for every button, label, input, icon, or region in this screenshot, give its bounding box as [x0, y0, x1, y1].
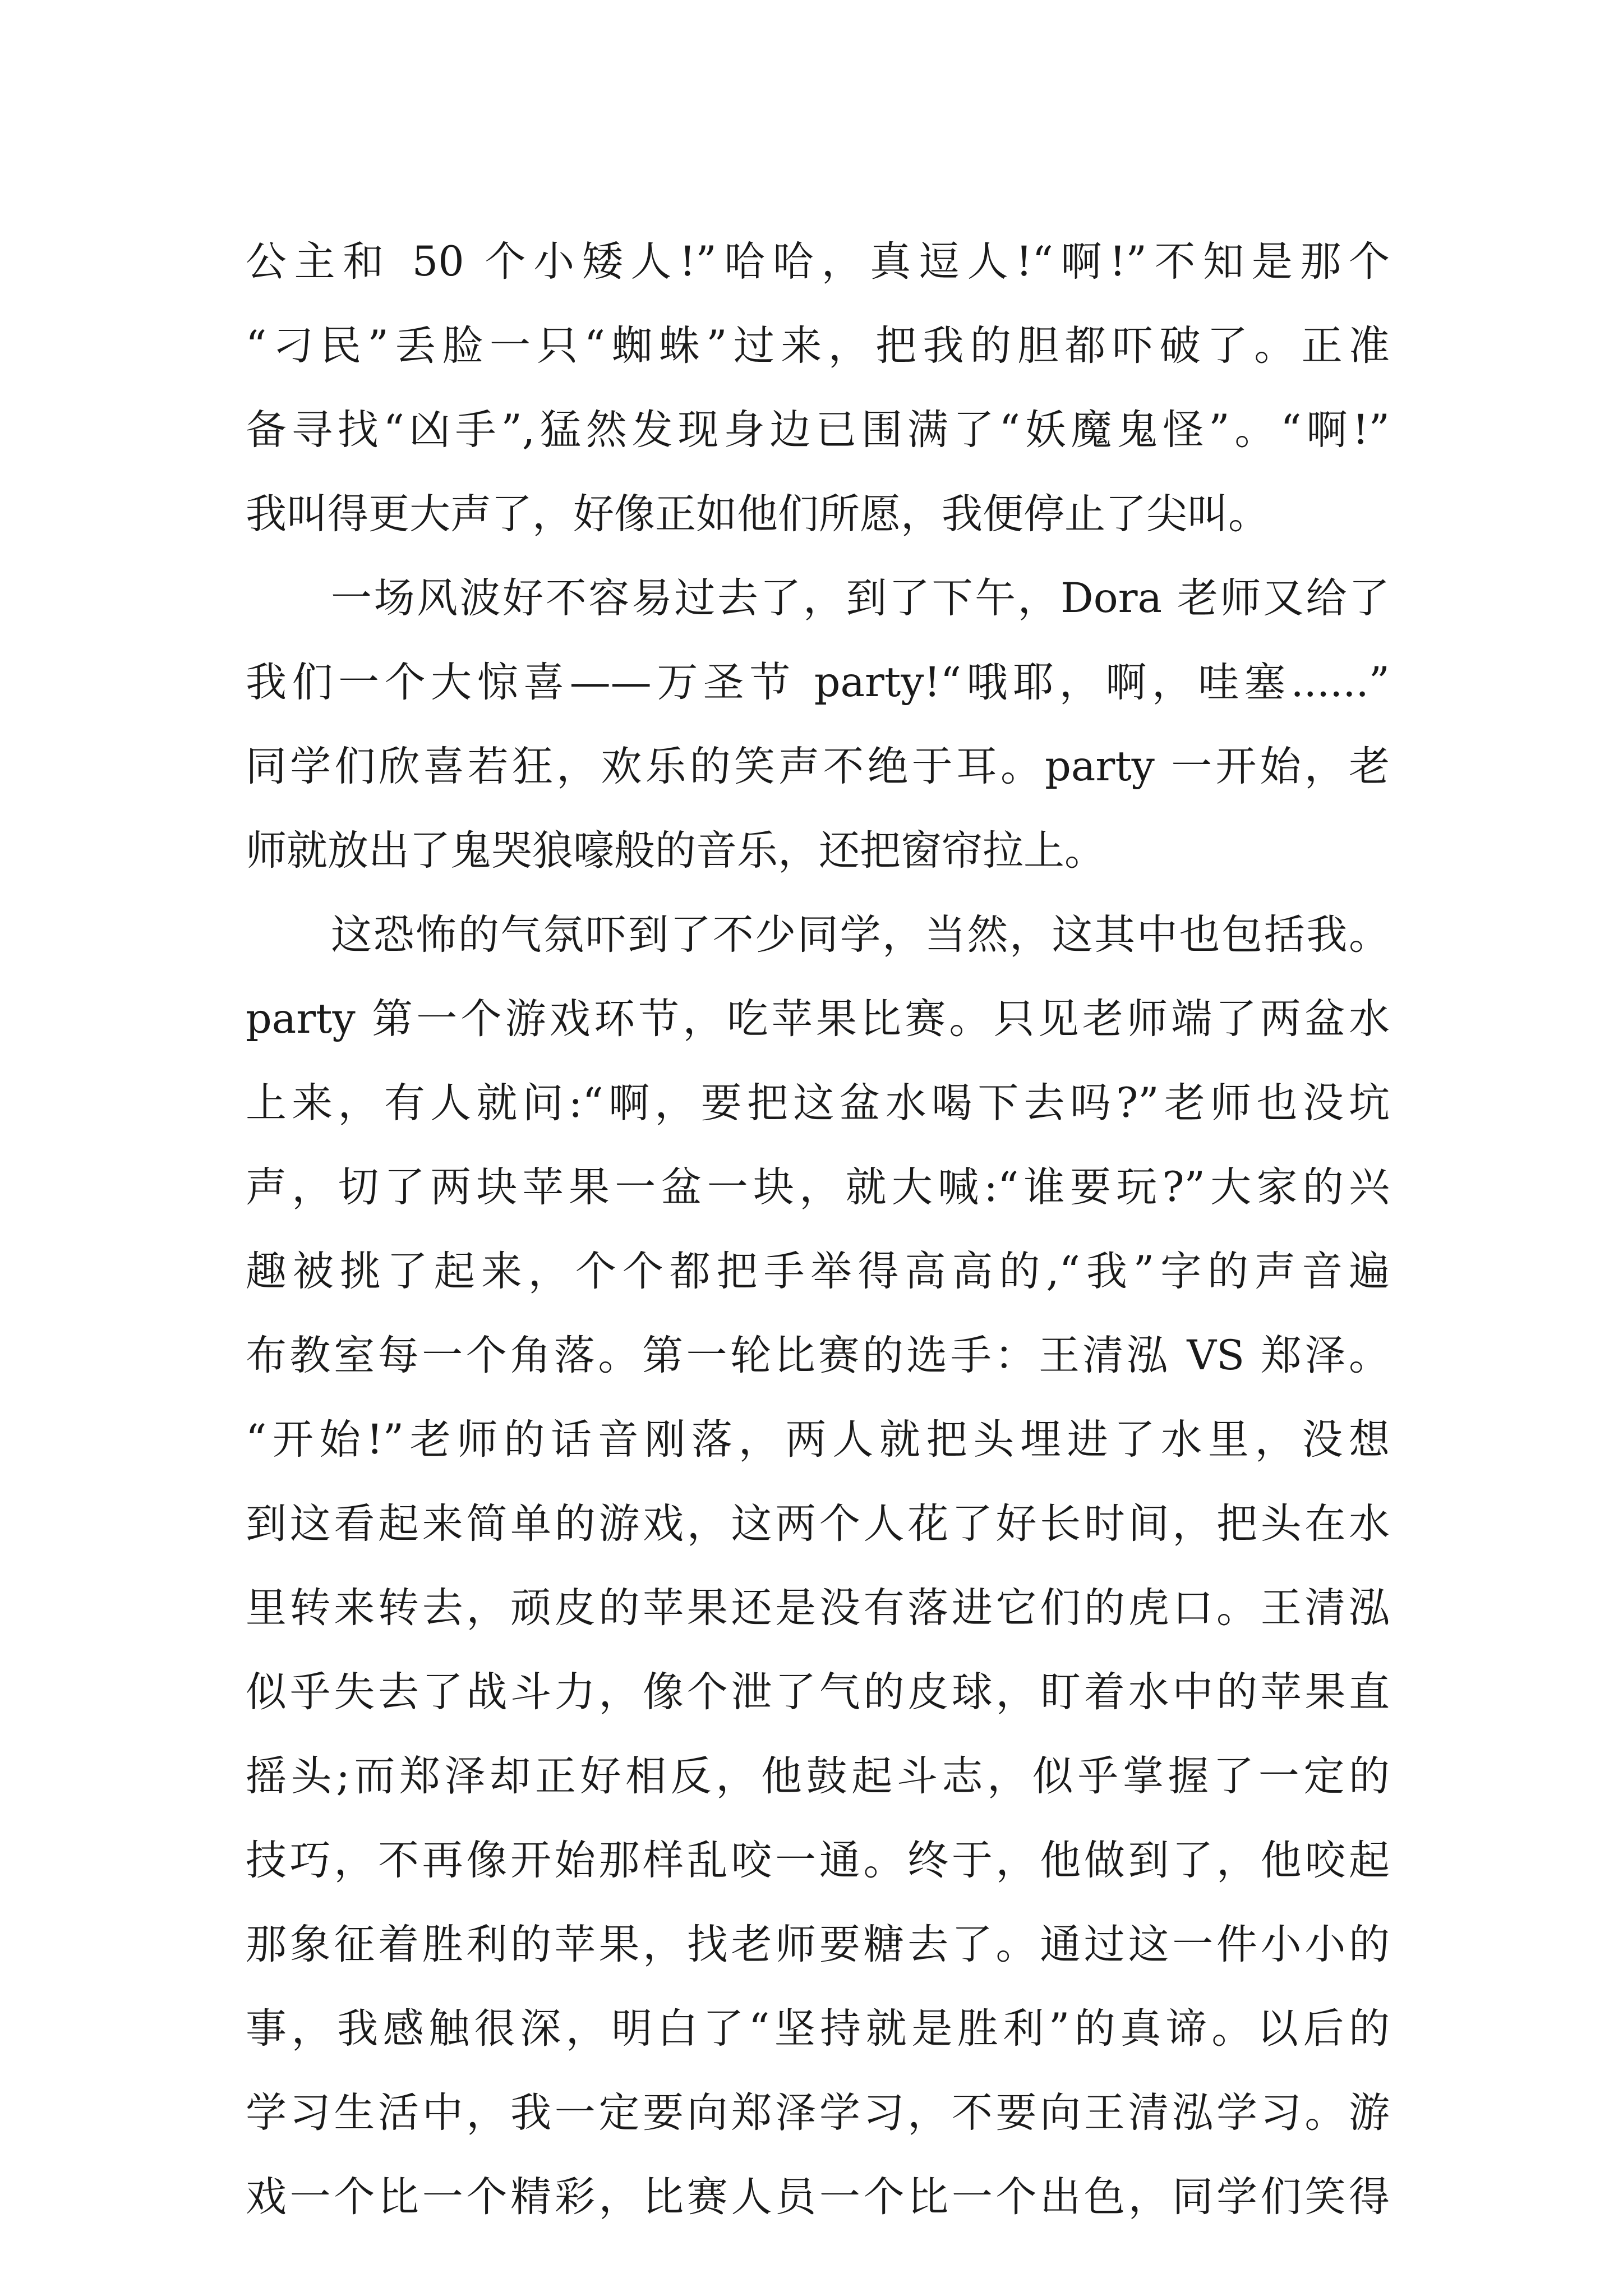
text-line: 趣被挑了起来，个个都把手举得高高的,“我”字的声音遍 — [246, 1248, 1390, 1295]
text-line: 师就放出了鬼哭狼嚎般的音乐，还把窗帘拉上。 — [246, 827, 1105, 875]
text-line: 我们一个大惊喜——万圣节 party!“哦耶，啊，哇塞......” — [246, 659, 1390, 706]
text-line: 到这看起来简单的游戏，这两个人花了好长时间，把头在水 — [246, 1500, 1390, 1548]
text-line: 公主和 50 个小矮人!”哈哈，真逗人!“啊!”不知是那个 — [246, 238, 1390, 286]
essay-body — [246, 220, 1390, 2239]
text-line: 一场风波好不容易过去了，到了下午，Dora 老师又给了 — [331, 574, 1390, 622]
text-line: 似乎失去了战斗力，像个泄了气的皮球，盯着水中的苹果直 — [246, 1668, 1390, 1716]
text-line: 上来，有人就问:“啊，要把这盆水喝下去吗?”老师也没坑 — [246, 1079, 1390, 1127]
text-line: 学习生活中，我一定要向郑泽学习，不要向王清泓学习。游 — [246, 2089, 1390, 2137]
text-line: 备寻找“凶手”,猛然发现身边已围满了“妖魔鬼怪”。“啊!” — [246, 406, 1390, 454]
text-line: “开始!”老师的话音刚落，两人就把头埋进了水里，没想 — [246, 1416, 1390, 1464]
text-line: 布教室每一个角落。第一轮比赛的选手：王清泓 VS 郑泽。 — [246, 1332, 1390, 1379]
text-line: party 第一个游戏环节，吃苹果比赛。只见老师端了两盆水 — [246, 995, 1390, 1043]
text-line: 戏一个比一个精彩，比赛人员一个比一个出色，同学们笑得 — [246, 2173, 1390, 2221]
text-line: 摇头;而郑泽却正好相反，他鼓起斗志，似乎掌握了一定的 — [246, 1752, 1390, 1800]
text-line: 我叫得更大声了，好像正如他们所愿，我便停止了尖叫。 — [246, 490, 1269, 538]
text-line: 里转来转去，顽皮的苹果还是没有落进它们的虎口。王清泓 — [246, 1584, 1390, 1632]
text-line: 技巧，不再像开始那样乱咬一通。终于，他做到了，他咬起 — [246, 1837, 1390, 1884]
text-line: 声，切了两块苹果一盆一块，就大喊:“谁要玩?”大家的兴 — [246, 1163, 1390, 1211]
text-line: 同学们欣喜若狂，欢乐的笑声不绝于耳。party 一开始，老 — [246, 743, 1390, 790]
text-line: 这恐怖的气氛吓到了不少同学，当然，这其中也包括我。 — [331, 911, 1390, 959]
text-line: “刁民”丢脸一只“蜘蛛”过来，把我的胆都吓破了。正准 — [246, 322, 1390, 370]
text-line: 那象征着胜利的苹果，找老师要糖去了。通过这一件小小的 — [246, 1921, 1390, 1968]
text-line: 事，我感触很深，明白了“坚持就是胜利”的真谛。以后的 — [246, 2005, 1390, 2053]
